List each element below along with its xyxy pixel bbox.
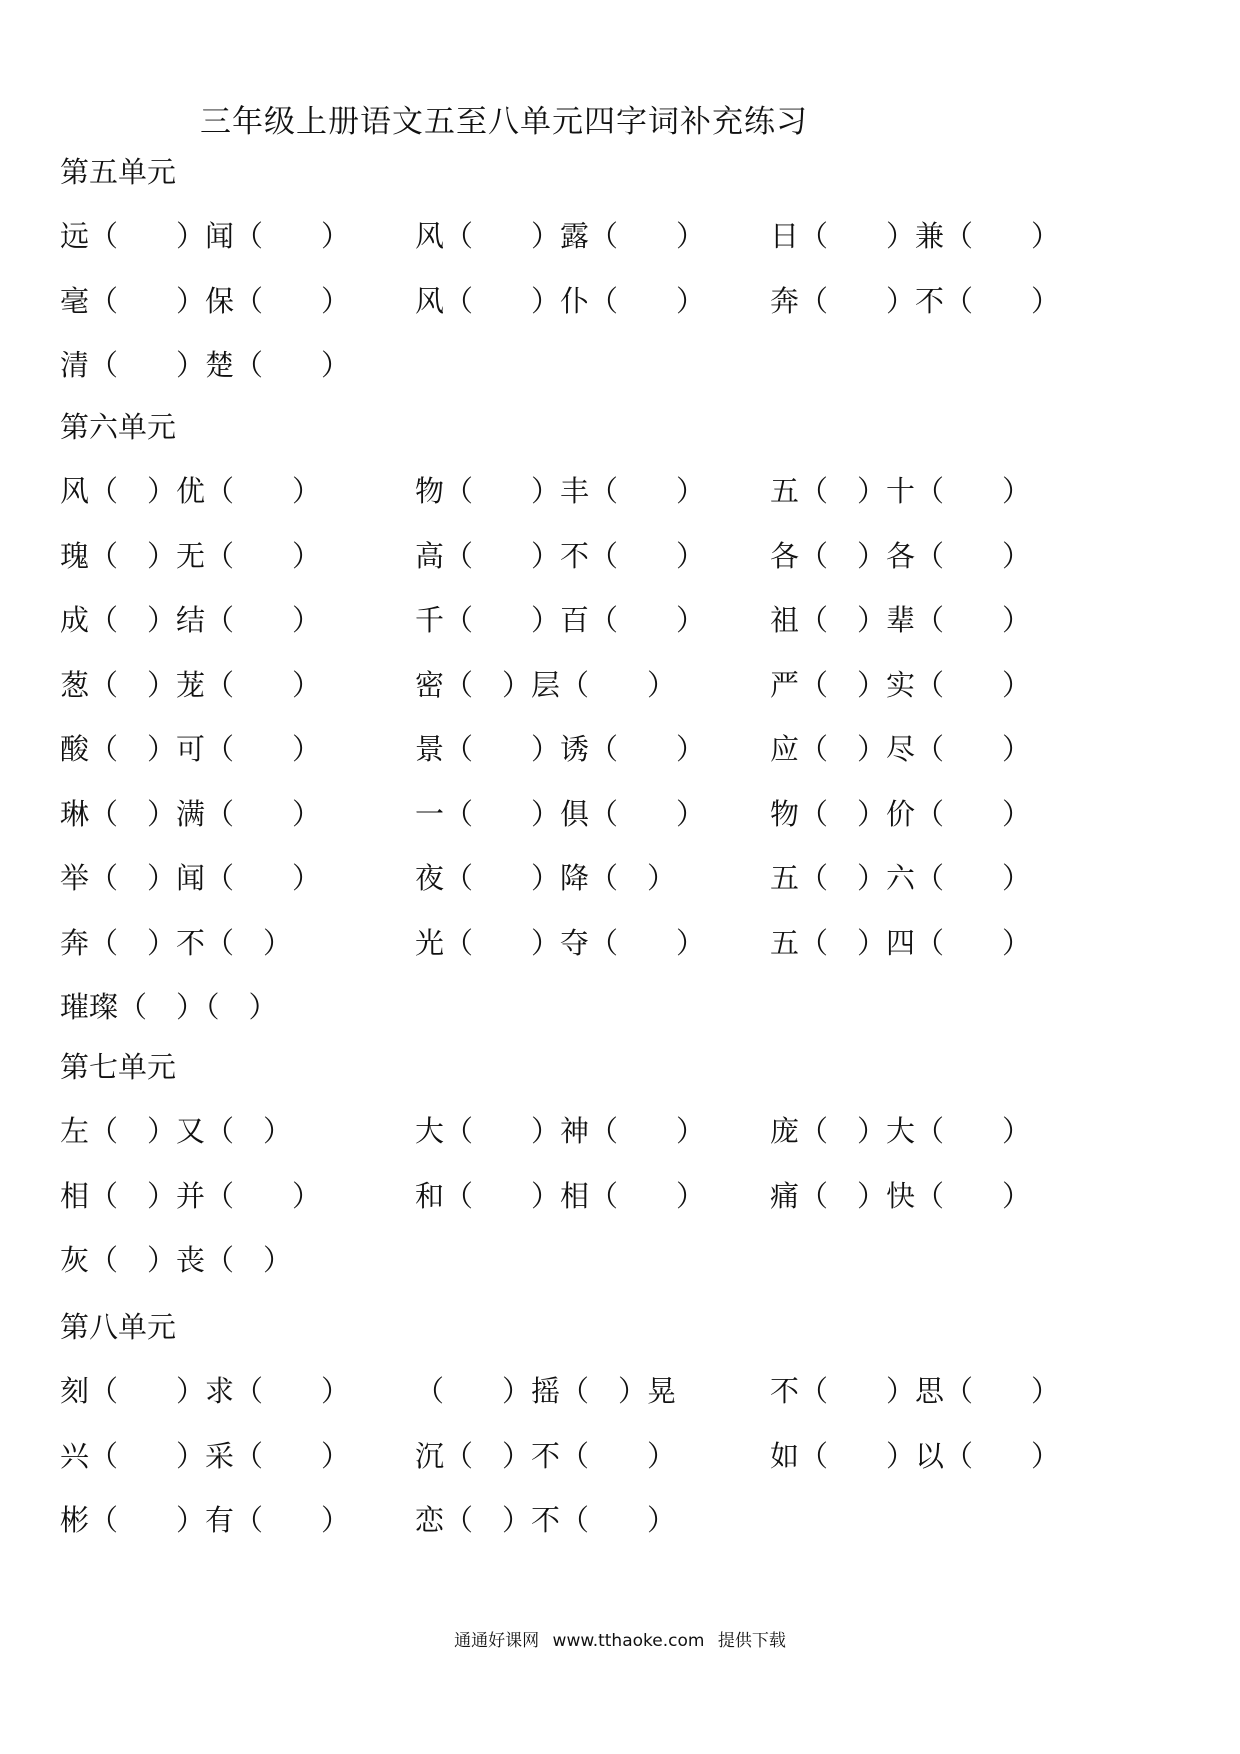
idiom-blank-item[interactable]: 景（ ）诱（ ）	[415, 732, 706, 766]
idiom-blank-item[interactable]: 夜（ ）降（ ）	[415, 861, 677, 895]
exercise-row	[0, 1434, 1240, 1474]
idiom-blank-item[interactable]: 严（ ）实（ ）	[770, 667, 1032, 702]
exercise-row	[0, 598, 1240, 638]
idiom-blank-item[interactable]: 千（ ）百（ ）	[415, 603, 706, 637]
idiom-blank-item[interactable]: 沉（ ）不（ ）	[415, 1438, 677, 1473]
unit-heading: 第五单元	[60, 155, 177, 189]
idiom-blank-item[interactable]: 彬（ ）有（ ）	[60, 1503, 351, 1537]
idiom-blank-item[interactable]: 清（ ）楚（ ）	[60, 348, 351, 382]
idiom-blank-item[interactable]: 璀璨（ ）（ ）	[60, 990, 278, 1024]
exercise-row	[0, 343, 1240, 383]
idiom-blank-item[interactable]: 琳（ ）满（ ）	[60, 796, 322, 831]
idiom-blank-item[interactable]: 瑰（ ）无（ ）	[60, 538, 322, 573]
idiom-blank-item[interactable]: 不（ ）思（ ）	[770, 1374, 1061, 1408]
exercise-row	[0, 534, 1240, 574]
idiom-blank-item[interactable]: 葱（ ）茏（ ）	[60, 667, 322, 702]
exercise-row	[0, 1238, 1240, 1278]
exercise-row	[0, 663, 1240, 703]
idiom-blank-item[interactable]: 庞（ ）大（ ）	[770, 1114, 1032, 1148]
exercise-row	[0, 985, 1240, 1025]
idiom-blank-item[interactable]: 成（ ）结（ ）	[60, 603, 322, 637]
idiom-blank-item[interactable]: （ ）摇（ ）晃	[415, 1374, 677, 1408]
exercise-row	[0, 469, 1240, 509]
idiom-blank-item[interactable]: 举（ ）闻（ ）	[60, 861, 322, 895]
idiom-blank-item[interactable]: 五（ ）十（ ）	[770, 474, 1032, 508]
idiom-blank-item[interactable]: 应（ ）尽（ ）	[770, 732, 1032, 766]
idiom-blank-item[interactable]: 五（ ）四（ ）	[770, 925, 1032, 960]
idiom-blank-item[interactable]: 日（ ）兼（ ）	[770, 219, 1061, 253]
idiom-blank-item[interactable]: 毫（ ）保（ ）	[60, 283, 351, 318]
exercise-row	[0, 921, 1240, 961]
idiom-blank-item[interactable]: 祖（ ）辈（ ）	[770, 603, 1032, 637]
idiom-blank-item[interactable]: 相（ ）并（ ）	[60, 1178, 322, 1213]
idiom-blank-item[interactable]: 风（ ）优（ ）	[60, 474, 322, 508]
exercise-row	[0, 727, 1240, 767]
exercise-row	[0, 856, 1240, 896]
idiom-blank-item[interactable]: 如（ ）以（ ）	[770, 1438, 1061, 1473]
exercise-row	[0, 1109, 1240, 1149]
idiom-blank-item[interactable]: 左（ ）又（ ）	[60, 1114, 293, 1148]
idiom-blank-item[interactable]: 光（ ）夺（ ）	[415, 925, 706, 960]
idiom-blank-item[interactable]: 奔（ ）不（ ）	[770, 283, 1061, 318]
footer	[0, 1626, 1240, 1651]
exercise-row	[0, 792, 1240, 832]
idiom-blank-item[interactable]: 各（ ）各（ ）	[770, 538, 1032, 573]
idiom-blank-item[interactable]: 物（ ）丰（ ）	[415, 474, 706, 508]
exercise-row	[0, 214, 1240, 254]
idiom-blank-item[interactable]: 物（ ）价（ ）	[770, 796, 1032, 831]
idiom-blank-item[interactable]: 恋（ ）不（ ）	[415, 1503, 677, 1537]
idiom-blank-item[interactable]: 奔（ ）不（ ）	[60, 925, 293, 960]
footer-suffix: 提供下载	[717, 1631, 786, 1651]
exercise-row	[0, 1369, 1240, 1409]
footer-site-name: 通通好课网	[454, 1631, 540, 1651]
exercise-row	[0, 1174, 1240, 1214]
unit-heading: 第八单元	[60, 1310, 177, 1344]
exercise-row	[0, 1498, 1240, 1538]
footer-url: www.tthaoke.com	[552, 1631, 705, 1651]
idiom-blank-item[interactable]: 大（ ）神（ ）	[415, 1114, 706, 1148]
idiom-blank-item[interactable]: 和（ ）相（ ）	[415, 1178, 706, 1213]
idiom-blank-item[interactable]: 五（ ）六（ ）	[770, 861, 1032, 895]
idiom-blank-item[interactable]: 远（ ）闻（ ）	[60, 219, 351, 253]
idiom-blank-item[interactable]: 痛（ ）快（ ）	[770, 1178, 1032, 1213]
idiom-blank-item[interactable]: 酸（ ）可（ ）	[60, 732, 322, 766]
idiom-blank-item[interactable]: 密（ ）层（ ）	[415, 667, 677, 702]
idiom-blank-item[interactable]: 风（ ）露（ ）	[415, 219, 706, 253]
unit-heading: 第六单元	[60, 410, 177, 444]
idiom-blank-item[interactable]: 刻（ ）求（ ）	[60, 1374, 351, 1408]
idiom-blank-item[interactable]: 风（ ）仆（ ）	[415, 283, 706, 318]
idiom-blank-item[interactable]: 兴（ ）采（ ）	[60, 1438, 351, 1473]
exercise-row	[0, 279, 1240, 319]
unit-heading: 第七单元	[60, 1050, 177, 1084]
idiom-blank-item[interactable]: 灰（ ）丧（ ）	[60, 1243, 293, 1277]
idiom-blank-item[interactable]: 一（ ）俱（ ）	[415, 796, 706, 831]
page-title: 三年级上册语文五至八单元四字词补充练习	[200, 104, 808, 140]
idiom-blank-item[interactable]: 高（ ）不（ ）	[415, 538, 706, 573]
